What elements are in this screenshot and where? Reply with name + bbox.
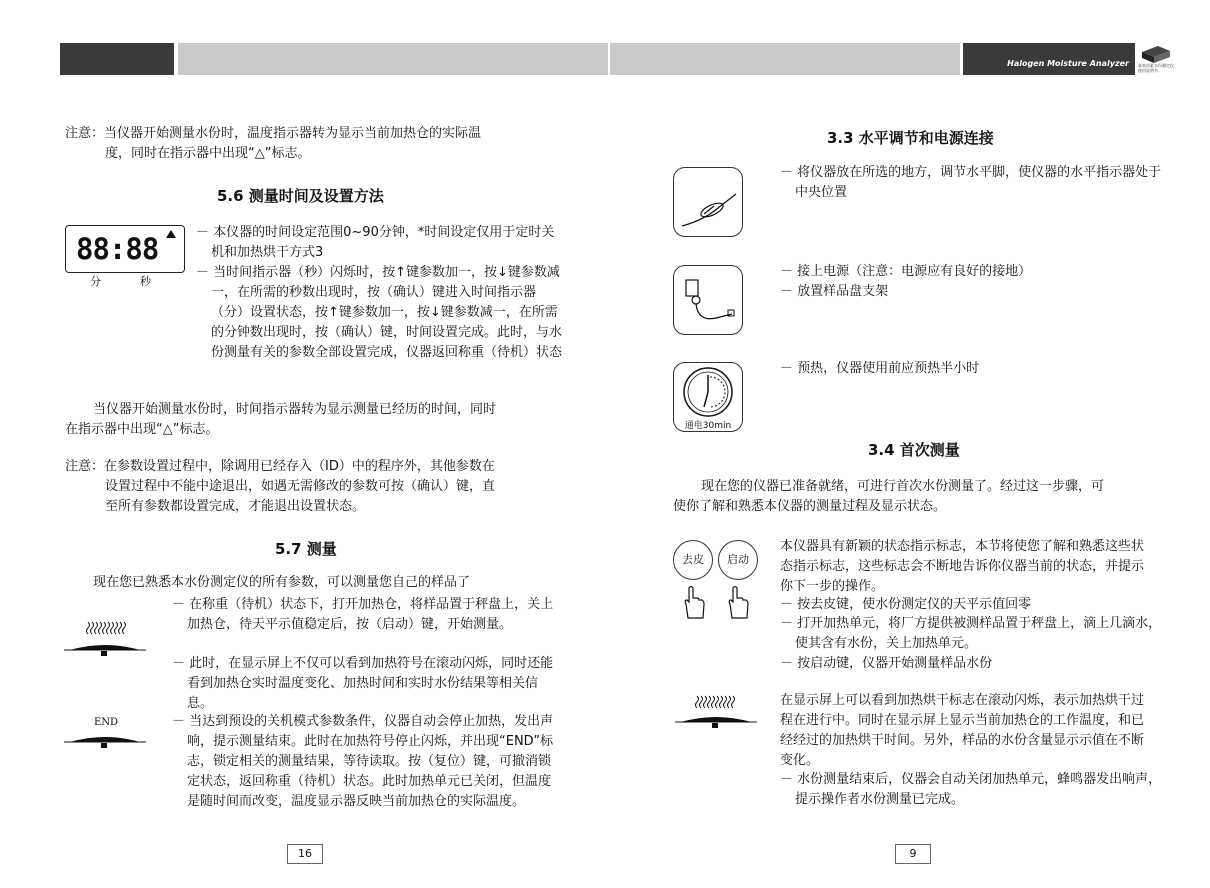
tare-key-figure: 去皮 — [673, 540, 713, 580]
lcd-digits: 88:88 — [76, 232, 159, 266]
note1-label: 注意： — [65, 126, 105, 141]
level-foot-icon — [674, 168, 742, 236]
header-bar-right-light — [610, 43, 960, 75]
para-3-4-line2: 使你了解和熟悉本仪器的测量过程及显示状态。 — [673, 499, 947, 514]
section-3-4-title: 3.4 首次测量 — [868, 441, 960, 459]
page-number-right: 9 — [895, 844, 931, 864]
bullet-3-3-2: － 接上电源（注意：电源应有良好的接地） — [780, 264, 1032, 279]
header-bar-right-dark — [963, 43, 1135, 75]
bullet-5-7-3: － 当达到预设的关机模式参数条件，仪器自动会停止加热，发出声响，提示测量结束。此时在加热符号停止闪烁，并出现“END”标志，锁定相关的测量结果，等待读取。按（复位）键，可撤消锁定状态，返回称重（待机）状态。此时加热单元已关闭，但温度是随时间而改变，温度显示器反映当前加热仓的实际温度。 — [172, 714, 554, 809]
bullet-5-7-2: － 此时，在显示屏上不仅可以看到加热符号在滚动闪烁，同时还能看到加热仓实时温度变化、加热时间和实时水份结果等相关信息。 — [172, 656, 554, 711]
pointing-hand-icon — [680, 584, 708, 620]
page-number-left: 16 — [287, 844, 323, 864]
note2-line2: 设置过程中不能中途退出，如遇无需修改的参数可按（确认）键，直 — [105, 479, 496, 494]
bullet-5-7-1: － 在称重（待机）状态下，打开加热仓，将样品置于秤盘上，关上加热仓，待天平示值稳定后，按（启动）键，开始测量。 — [172, 597, 554, 632]
note2-line1: 在参数设置过程中，除调用已经存入（ID）中的程序外，其他参数在 — [104, 459, 495, 474]
lcd-minute-label: 分 — [90, 275, 101, 288]
para-3-4 — [673, 477, 1158, 517]
bullet-5-6-2: － 当时间指示器（秒）闪烁时，按↑键参数加一，按↓键参数减一，在所需的秒数出现时，按（确认）键进入时间指示器（分）设置状态，按↑键参数加一，按↓键参数减一，在所需的分钟数出现时，按（确认）键，时间设置完成。此时，与水份测量有关的参数全部设置完成，仪器返回称重（待机）状态 — [196, 265, 563, 360]
time-lcd-display — [65, 225, 185, 273]
pointing-hand-icon — [724, 584, 752, 620]
clock-icon — [674, 363, 742, 419]
heating-symbol-icon — [62, 618, 148, 658]
note1-line2: 度，同时在指示器中出现“△”标志。 — [105, 146, 311, 161]
preheat-label: 通电30min — [684, 421, 732, 431]
bullet-3-3-3: － 放置样品盘支架 — [780, 284, 889, 299]
note1-line1: 当仪器开始测量水份时，温度指示器转为显示当前加热仓的实际温 — [104, 126, 482, 141]
para-5-6-line1: 当仪器开始测量水份时，时间指示器转为显示测量已经历的时间，同时 — [93, 402, 497, 417]
power-connect-figure — [673, 265, 743, 335]
bullet-5-6-1: － 本仪器的时间设定范围0~90分钟，*时间设定仅用于定时关机和加热烘干方式3 — [196, 225, 555, 260]
para-3-4-b: 本仪器具有新颖的状态指示标志，本节将使您了解和熟悉这些状态指示标志，这些标志会不断地告诉你仪器当前的状态，并提示你下一步的操作。 — [780, 539, 1145, 594]
level-adjust-figure — [673, 167, 743, 237]
lcd-second-label: 秒 — [140, 275, 151, 288]
bullet-3-4-3: － 按启动键，仪器开始测量样品水份 — [780, 656, 993, 671]
bullet-3-4-4: － 水份测量结束后，仪器会自动关闭加热单元，蜂鸣器发出响声，提示操作者水份测量已完成。 — [780, 772, 1162, 807]
para-5-6 — [65, 400, 555, 440]
logo-text: 高效卤素水份测定仪使用说明书 — [1138, 63, 1174, 73]
section-5-6-title: 5.6 测量时间及设置方法 — [217, 187, 384, 205]
para-3-4-line1: 现在您的仪器已准备就绪，可进行首次水份测量了。经过这一步骤，可 — [701, 479, 1105, 494]
note2-line3: 至所有参数都设置完成，才能退出设置状态。 — [105, 499, 366, 514]
logo — [1138, 42, 1174, 76]
bullet-3-3-1: － 将仪器放在所选的地方，调节水平脚，使仪器的水平指示器处于中央位置 — [780, 165, 1162, 200]
bullet-3-4-2: － 打开加热单元，将厂方提供被测样品置于秤盘上，滴上几滴水，使其含有水份，关上加热单元。 — [780, 616, 1162, 651]
section-5-7-title: 5.7 测量 — [275, 540, 337, 558]
para-3-4-c: 在显示屏上可以看到加热烘干标志在滚动闪烁，表示加热烘干过程在进行中。同时在显示屏上显示当前加热仓的工作温度，和已经经过的加热烘干时间。另外，样品的水份含量显示示值在不断变化。 — [780, 693, 1145, 768]
header-bar-left-dark — [60, 43, 174, 75]
header-bar-left-light — [178, 43, 608, 75]
preheat-figure — [673, 362, 743, 432]
para-5-6-line2: 在指示器中出现“△”标志。 — [65, 422, 219, 437]
start-key-figure: 启动 — [718, 540, 758, 580]
bullet-3-3-4: － 预热，仪器使用前应预热半小时 — [780, 361, 980, 376]
brand-text: Halogen Moisture Analyzer — [1007, 59, 1129, 68]
end-label: END — [94, 717, 119, 728]
section-3-3-title: 3.3 水平调节和电源连接 — [827, 129, 994, 147]
power-plug-icon — [674, 266, 742, 334]
note2 — [65, 457, 595, 517]
para-5-7: 现在您已熟悉本水份测定仪的所有参数，可以测量您自己的样品了 — [93, 575, 471, 590]
analyzer-logo-icon — [1138, 42, 1174, 64]
note1 — [65, 124, 595, 164]
triangle-indicator-icon — [166, 230, 176, 238]
end-heating-plate-icon — [62, 728, 148, 752]
bullet-3-4-1: － 按去皮键，使水份测定仪的天平示值回零 — [780, 597, 1032, 612]
heating-symbol-icon — [673, 692, 759, 732]
note2-label: 注意： — [65, 459, 105, 474]
